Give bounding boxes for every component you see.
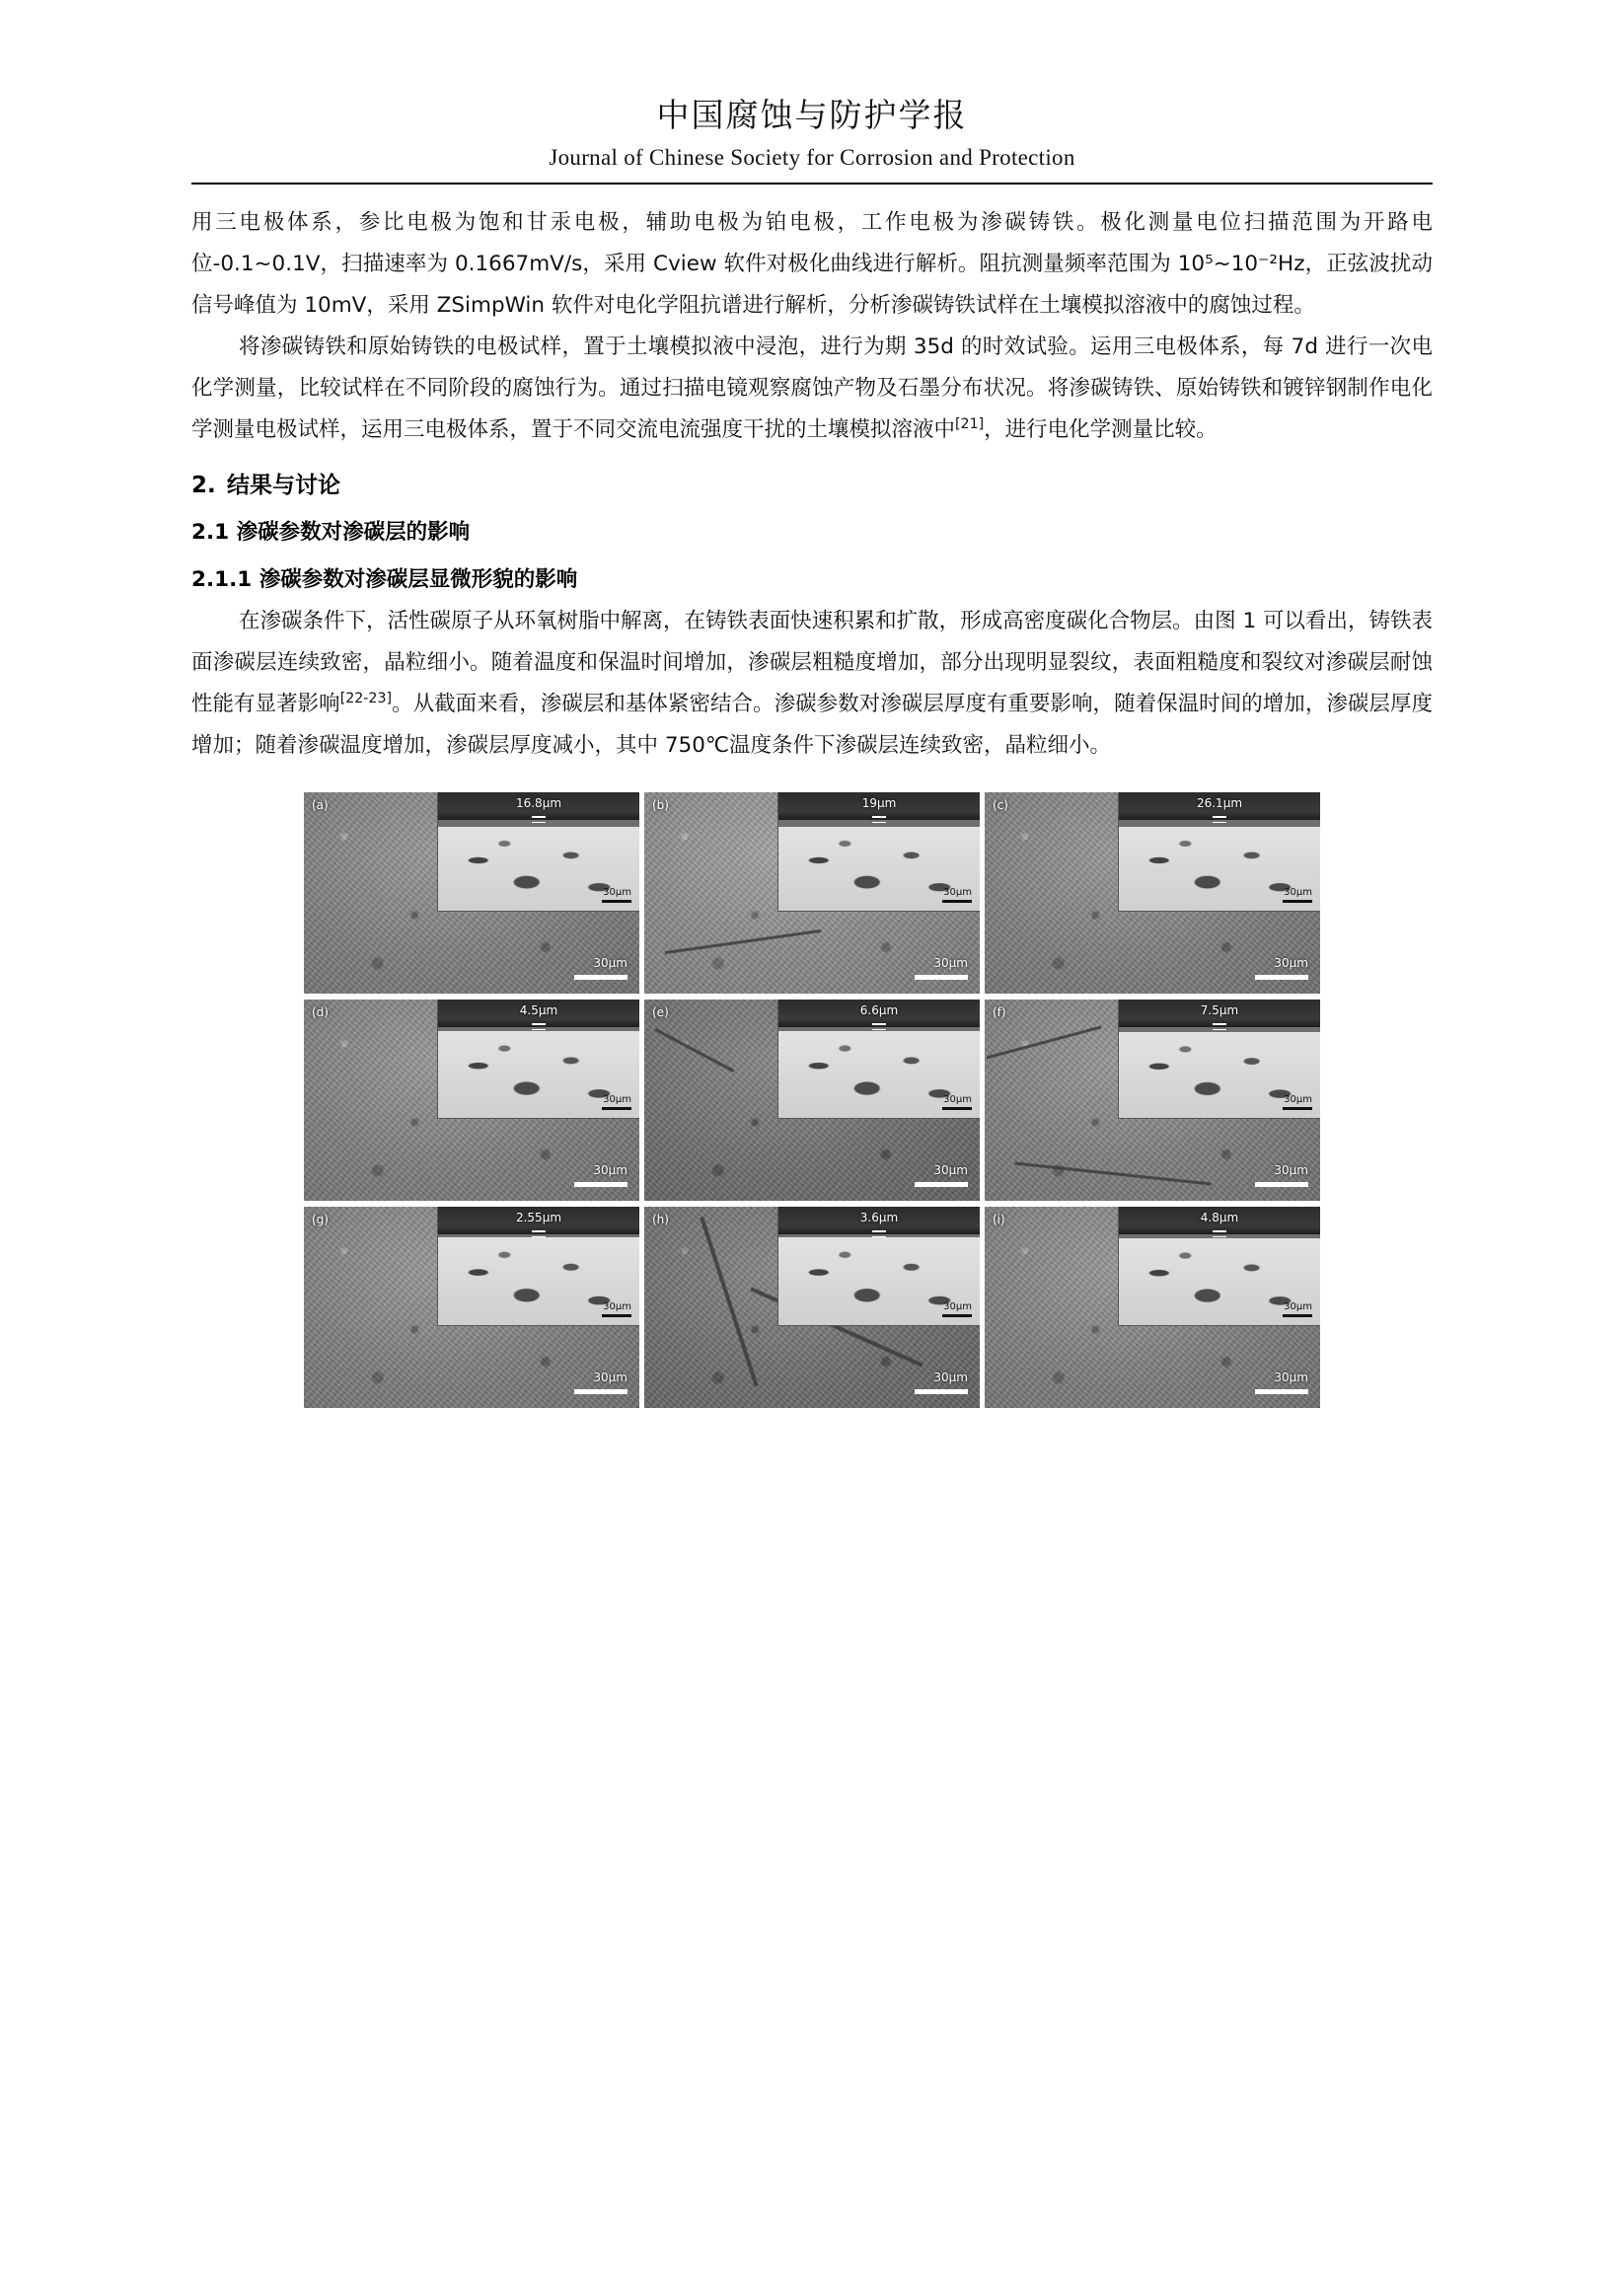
inset-scale-label-i: 30μm <box>1284 1301 1312 1313</box>
scale-label-g: 30μm <box>593 1370 627 1385</box>
inset-scale-label-b: 30μm <box>943 887 972 899</box>
thickness-marker <box>872 1019 886 1033</box>
thickness-marker <box>1213 1019 1226 1033</box>
scale-bar-a <box>574 975 627 980</box>
scale-bar-f <box>1255 1182 1308 1187</box>
inset-matrix <box>438 827 639 911</box>
inset-scale-label-d: 30μm <box>603 1094 631 1106</box>
scale-bar-h <box>915 1389 968 1394</box>
journal-title-cn: 中国腐蚀与防护学报 <box>656 96 968 134</box>
inset-scale-bar <box>1283 1107 1312 1110</box>
scale-label-b: 30μm <box>933 956 968 971</box>
paragraph-methods-2 <box>191 327 1433 451</box>
inset-scale-bar <box>942 1314 972 1317</box>
panel-label-h: (h) <box>652 1213 669 1227</box>
cross-section-inset-g <box>437 1207 639 1326</box>
cross-section-inset-c <box>1118 792 1320 912</box>
thickness-label-h: 3.6μm <box>859 1211 899 1225</box>
thickness-label-d: 4.5μm <box>519 1003 558 1018</box>
thickness-marker <box>1213 1226 1226 1240</box>
thickness-label-a: 16.8μm <box>515 796 562 811</box>
inset-scale-label-h: 30μm <box>943 1301 972 1313</box>
panel-label-a: (a) <box>312 798 329 813</box>
paragraph-methods-2-text-a: 将渗碳铸铁和原始铸铁的电极试样，置于土壤模拟液中浸泡，进行为期 35d 的时效试验。运用三电极体系，每 7d 进行一次电化学测量，比较试样在不同阶段的腐蚀行为。通过扫描电镜观察腐蚀产物及石墨分布状况。将渗碳铸铁、原始铸铁和镀锌钢制作电化学测量电极试样，运用三电极体系，置于不同交流电流强度干扰的土壤模拟溶液中 <box>191 334 1433 443</box>
inset-scale-label-e: 30μm <box>943 1094 972 1106</box>
paragraph-results-1-text-b: 。从截面来看，渗碳层和基体紧密结合。渗碳参数对渗碳层厚度有重要影响，随着保温时间的增加，渗碳层厚度增加；随着渗碳温度增加，渗碳层厚度减小，其中 750℃温度条件下渗碳层连续致密，晶粒细小。 <box>191 692 1433 759</box>
inset-scale-bar <box>602 1314 631 1317</box>
scale-label-c: 30μm <box>1274 956 1308 971</box>
micrograph-panel-h <box>644 1207 980 1408</box>
cross-section-inset-a <box>437 792 639 912</box>
cross-section-inset-h <box>777 1207 980 1326</box>
paragraph-results-1 <box>191 601 1433 767</box>
inset-scale-bar <box>602 1107 631 1110</box>
cross-section-inset-i <box>1118 1207 1320 1326</box>
inset-scale-label-a: 30μm <box>603 887 631 899</box>
panel-label-c: (c) <box>993 798 1008 813</box>
micrograph-panel-c <box>985 792 1320 994</box>
thickness-marker <box>532 812 546 826</box>
cross-section-inset-e <box>777 1000 980 1119</box>
inset-scale-bar <box>942 1107 972 1110</box>
thickness-label-e: 6.6μm <box>859 1003 899 1018</box>
figure-row-1 <box>304 792 1320 994</box>
panel-label-e: (e) <box>652 1005 669 1020</box>
section-title-2: 结果与讨论 <box>227 473 340 499</box>
scale-label-d: 30μm <box>593 1163 627 1178</box>
inset-scale-bar <box>602 900 631 903</box>
panel-label-g: (g) <box>312 1213 329 1227</box>
scale-label-i: 30μm <box>1274 1370 1308 1385</box>
scale-label-e: 30μm <box>933 1163 968 1178</box>
micrograph-panel-g <box>304 1207 639 1408</box>
micrograph-panel-a <box>304 792 639 994</box>
scale-bar-g <box>574 1389 627 1394</box>
inset-scale-bar <box>1283 1314 1312 1317</box>
inset-matrix <box>1119 827 1320 911</box>
cross-section-inset-f <box>1118 1000 1320 1119</box>
thickness-label-i: 4.8μm <box>1200 1211 1239 1225</box>
panel-label-b: (b) <box>652 798 669 813</box>
page-content <box>191 185 1433 1408</box>
micrograph-panel-e <box>644 1000 980 1201</box>
panel-label-i: (i) <box>993 1213 1005 1227</box>
figure-row-3 <box>304 1207 1320 1408</box>
paragraph-methods-1: 用三电极体系，参比电极为饱和甘汞电极，辅助电极为铂电极，工作电极为渗碳铸铁。极化测量电位扫描范围为开路电位-0.1~0.1V，扫描速率为 0.1667mV/s，采用 Cview 软件对极化曲线进行解析。阻抗测量频率范围为 10⁵~10⁻²Hz，正弦波扰动信号峰值为 10mV，采用 ZSimpWin 软件对电化学阻抗谱进行解析，分析渗碳铸铁试样在土壤模拟溶液中的腐蚀过程。 <box>191 210 1433 319</box>
scale-label-f: 30μm <box>1274 1163 1308 1178</box>
inset-scale-label-f: 30μm <box>1284 1094 1312 1106</box>
scale-label-h: 30μm <box>933 1370 968 1385</box>
inset-scale-bar <box>1283 900 1312 903</box>
panel-label-d: (d) <box>312 1005 329 1020</box>
micrograph-panel-b <box>644 792 980 994</box>
thickness-marker <box>1213 812 1226 826</box>
subsection-heading-2-1-1: 2.1.1 渗碳参数对渗碳层显微形貌的影响 <box>191 567 578 593</box>
scale-bar-c <box>1255 975 1308 980</box>
micrograph-panel-d <box>304 1000 639 1201</box>
page-header <box>0 0 1624 171</box>
subsection-heading-2-1: 2.1 渗碳参数对渗碳层的影响 <box>191 520 471 546</box>
inset-scale-label-c: 30μm <box>1284 887 1312 899</box>
section-number-2: 2. <box>191 473 216 499</box>
panel-label-f: (f) <box>993 1005 1006 1020</box>
scale-bar-d <box>574 1182 627 1187</box>
paragraph-methods-2-text-b: ，进行电化学测量比较。 <box>984 417 1218 443</box>
micrograph-panel-f <box>985 1000 1320 1201</box>
thickness-marker <box>532 1019 546 1033</box>
citation-22-23: [22-23] <box>339 691 393 707</box>
thickness-marker <box>872 812 886 826</box>
citation-21: [21] <box>955 416 985 433</box>
thickness-label-f: 7.5μm <box>1200 1003 1239 1018</box>
thickness-label-c: 26.1μm <box>1196 796 1243 811</box>
inset-matrix <box>778 827 980 911</box>
micrograph-panel-i <box>985 1207 1320 1408</box>
scale-bar-i <box>1255 1389 1308 1394</box>
cross-section-inset-b <box>777 792 980 912</box>
inset-scale-bar <box>942 900 972 903</box>
scale-bar-b <box>915 975 968 980</box>
scale-label-a: 30μm <box>593 956 627 971</box>
paragraph-results-1-text-a: 在渗碳条件下，活性碳原子从环氧树脂中解离，在铸铁表面快速积累和扩散，形成高密度碳化合物层。由图 1 可以看出，铸铁表面渗碳层连续致密，晶粒细小。随着温度和保温时间增加，渗碳层粗糙度增加，部分出现明显裂纹，表面粗糙度和裂纹对渗碳层耐蚀性能有显著影响 <box>191 609 1433 717</box>
figure-row-2 <box>304 1000 1320 1201</box>
scale-bar-e <box>915 1182 968 1187</box>
figure-1-sem-micrographs <box>304 792 1320 1408</box>
journal-title-en: Journal of Chinese Society for Corrosion and Protection <box>549 145 1075 171</box>
inset-scale-label-g: 30μm <box>603 1301 631 1313</box>
cross-section-inset-d <box>437 1000 639 1119</box>
thickness-label-b: 19μm <box>861 796 897 811</box>
thickness-marker <box>532 1226 546 1240</box>
section-heading-2 <box>191 467 1433 504</box>
thickness-marker <box>872 1226 886 1240</box>
thickness-label-g: 2.55μm <box>515 1211 562 1225</box>
